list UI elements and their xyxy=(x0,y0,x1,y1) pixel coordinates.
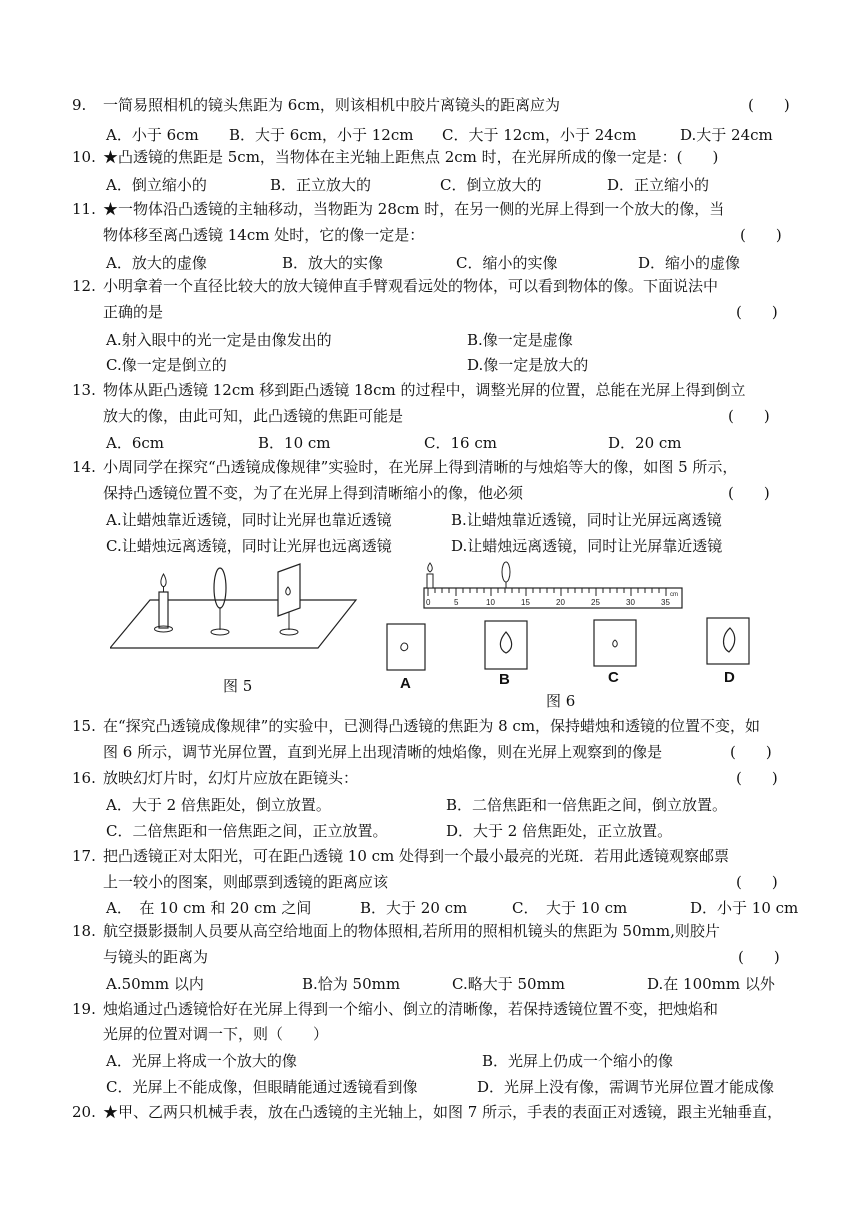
question-text-line-2: 保持凸透镜位置不变，为了在光屏上得到清晰缩小的像，他必须 xyxy=(103,484,524,502)
option-d: D．光屏上没有像，需调节光屏位置才能成像 xyxy=(477,1078,775,1096)
answer-bracket: ( ) xyxy=(748,96,790,114)
answer-bracket: ( ) xyxy=(728,407,770,425)
option-d: D．正立缩小的 xyxy=(607,176,710,194)
question-text-line-1: 小明拿着一个直径比较大的放大镜伸直手臂观看远处的物体，可以看到物体的像。下面说法中 xyxy=(103,277,719,295)
ruler-tick-label: 10 xyxy=(486,598,495,607)
option-c: C．缩小的实像 xyxy=(456,254,558,272)
answer-bracket: ( ) xyxy=(738,948,780,966)
option-c: C.像一定是倒立的 xyxy=(106,356,227,374)
option-d: D．小于 10 cm xyxy=(690,899,799,917)
question-number: 14. xyxy=(72,458,96,476)
option-d: D．大于 2 倍焦距处，正立放置。 xyxy=(446,822,673,840)
question-text-line-1: ★甲、乙两只机械手表，放在凸透镜的主光轴上，如图 7 所示，手表的表面正对透镜，跟主光轴垂直， xyxy=(103,1103,783,1121)
question-text-line-2: 图 6 所示，调节光屏位置，直到光屏上出现清晰的烛焰像，则在光屏上观察到的像是 xyxy=(103,743,663,761)
question-number: 13. xyxy=(72,381,96,399)
option-b: B．光屏上仍成一个缩小的像 xyxy=(482,1052,674,1070)
option-b: B．大于 20 cm xyxy=(360,899,468,917)
option-a: A．6cm xyxy=(106,434,165,452)
question-text-line-2: 与镜头的距离为 xyxy=(103,948,209,966)
option-b: B．10 cm xyxy=(258,434,331,452)
question-number: 9. xyxy=(72,96,87,114)
ruler-tick-label: 15 xyxy=(521,598,530,607)
answer-bracket: ( ) xyxy=(728,484,770,502)
ruler-tick-label: 5 xyxy=(454,598,459,607)
ruler-tick-label: 20 xyxy=(556,598,565,607)
question-number: 15. xyxy=(72,717,96,735)
question-text: 一简易照相机的镜头焦距为 6cm，则该相机中胶片离镜头的距离应为 xyxy=(103,96,560,114)
option-c: C.略大于 50mm xyxy=(452,975,566,993)
option-a: A．光屏上将成一个放大的像 xyxy=(106,1052,297,1070)
ruler-tick-label: 35 xyxy=(661,598,670,607)
ruler-tick-label: 0 xyxy=(426,598,431,607)
figure-6 xyxy=(382,560,702,695)
option-b: B．正立放大的 xyxy=(270,176,372,194)
figure-6-option-label-a: A xyxy=(400,675,411,692)
question-text-line-2: 正确的是 xyxy=(103,303,164,321)
question-text-line-1: ★一物体沿凸透镜的主轴移动，当物距为 28cm 时，在另一侧的光屏上得到一个放大的像，当 xyxy=(103,200,725,218)
option-c: C．光屏上不能成像，但眼睛能通过透镜看到像 xyxy=(106,1078,418,1096)
figure-6-option-label-c: C xyxy=(608,669,619,686)
option-c: C．二倍焦距和一倍焦距之间，正立放置。 xyxy=(106,822,388,840)
option-b: B．放大的实像 xyxy=(282,254,384,272)
option-b: B.让蜡烛靠近透镜，同时让光屏远离透镜 xyxy=(451,511,722,529)
option-d: D.大于 24cm xyxy=(680,126,773,144)
option-c: C.让蜡烛远离透镜，同时让光屏也远离透镜 xyxy=(106,537,392,555)
question-text-line-1: 烛焰通过凸透镜恰好在光屏上得到一个缩小、倒立的清晰像，若保持透镜位置不变，把烛焰和 xyxy=(103,1000,719,1018)
ruler-tick-label: 25 xyxy=(591,598,600,607)
answer-bracket: ( ) xyxy=(730,743,772,761)
answer-bracket: ( ) xyxy=(736,873,778,891)
figure-6-caption: 图 6 xyxy=(546,692,576,710)
answer-bracket: ( ) xyxy=(736,769,778,787)
option-a: A．放大的虚像 xyxy=(106,254,207,272)
option-a: A．大于 2 倍焦距处，倒立放置。 xyxy=(106,796,331,814)
question-text-line-1: 在“探究凸透镜成像规律”的实验中，已测得凸透镜的焦距为 8 cm，保持蜡烛和透镜的位置不变，如 xyxy=(103,717,761,735)
question-text-line-1: 航空摄影摄制人员要从高空给地面上的物体照相,若所用的照相机镜头的焦距为 50mm,则胶片 xyxy=(103,922,720,940)
ruler-tick-label: 30 xyxy=(626,598,635,607)
ruler-unit: cm xyxy=(670,592,678,598)
option-d: D．20 cm xyxy=(608,434,682,452)
question-number: 10. xyxy=(72,148,96,166)
question-text-line-2: 物体移至离凸透镜 14cm 处时，它的像一定是： xyxy=(103,226,425,244)
option-c: C．倒立放大的 xyxy=(440,176,542,194)
option-d: D.在 100mm 以外 xyxy=(647,975,775,993)
option-d: D．缩小的虚像 xyxy=(638,254,741,272)
option-b: B．二倍焦距和一倍焦距之间，倒立放置。 xyxy=(446,796,728,814)
question-text-line-1: 把凸透镜正对太阳光，可在距凸透镜 10 cm 处得到一个最小最亮的光斑．若用此透镜观察邮票 xyxy=(103,847,730,865)
option-c: C．16 cm xyxy=(424,434,497,452)
option-c: C．大于 12cm，小于 24cm xyxy=(442,126,637,144)
option-b: B．大于 6cm，小于 12cm xyxy=(229,126,414,144)
option-a: A．倒立缩小的 xyxy=(106,176,207,194)
option-a: A．小于 6cm xyxy=(106,126,199,144)
option-b: B.像一定是虚像 xyxy=(467,331,573,349)
figure-5-caption: 图 5 xyxy=(223,677,253,695)
answer-bracket: ( ) xyxy=(736,303,778,321)
question-number: 19. xyxy=(72,1000,96,1018)
question-number: 17. xyxy=(72,847,96,865)
question-text: 放映幻灯片时，幻灯片应放在距镜头： xyxy=(103,769,359,787)
question-text-line-2: 上一较小的图案，则邮票到透镜的距离应该 xyxy=(103,873,389,891)
question-text-line-1: 物体从距凸透镜 12cm 移到距凸透镜 18cm 的过程中，调整光屏的位置，总能在光屏上得到倒立 xyxy=(103,381,746,399)
question-number: 11. xyxy=(72,200,96,218)
option-d: D.像一定是放大的 xyxy=(467,356,589,374)
option-a: A.射入眼中的光一定是由像发出的 xyxy=(106,331,332,349)
question-text-line-2: 光屏的位置对调一下，则（ ） xyxy=(103,1025,329,1043)
answer-bracket: ( ) xyxy=(740,226,782,244)
question-text-line-1: 小周同学在探究“凸透镜成像规律”实验时，在光屏上得到清晰的与烛焰等大的像，如图 5 所示， xyxy=(103,458,738,476)
option-c: C． 大于 10 cm xyxy=(512,899,628,917)
question-text: ★凸透镜的焦距是 5cm，当物体在主光轴上距焦点 2cm 时，在光屏所成的像一定是：( ) xyxy=(103,148,719,166)
figure-5 xyxy=(110,560,360,680)
question-number: 18. xyxy=(72,922,96,940)
figure-6-option-label-d: D xyxy=(724,669,735,686)
question-number: 20. xyxy=(72,1103,96,1121)
question-number: 16. xyxy=(72,769,96,787)
option-a: A.让蜡烛靠近透镜，同时让光屏也靠近透镜 xyxy=(106,511,392,529)
option-b: B.恰为 50mm xyxy=(302,975,401,993)
question-text-line-2: 放大的像，由此可知，此凸透镜的焦距可能是 xyxy=(103,407,404,425)
option-a: A． 在 10 cm 和 20 cm 之间 xyxy=(106,899,312,917)
option-a: A.50mm 以内 xyxy=(106,975,204,993)
figure-6-option-label-b: B xyxy=(499,671,510,688)
figure-6-option-d xyxy=(702,614,752,689)
option-d: D.让蜡烛远离透镜，同时让光屏靠近透镜 xyxy=(451,537,723,555)
question-number: 12. xyxy=(72,277,96,295)
